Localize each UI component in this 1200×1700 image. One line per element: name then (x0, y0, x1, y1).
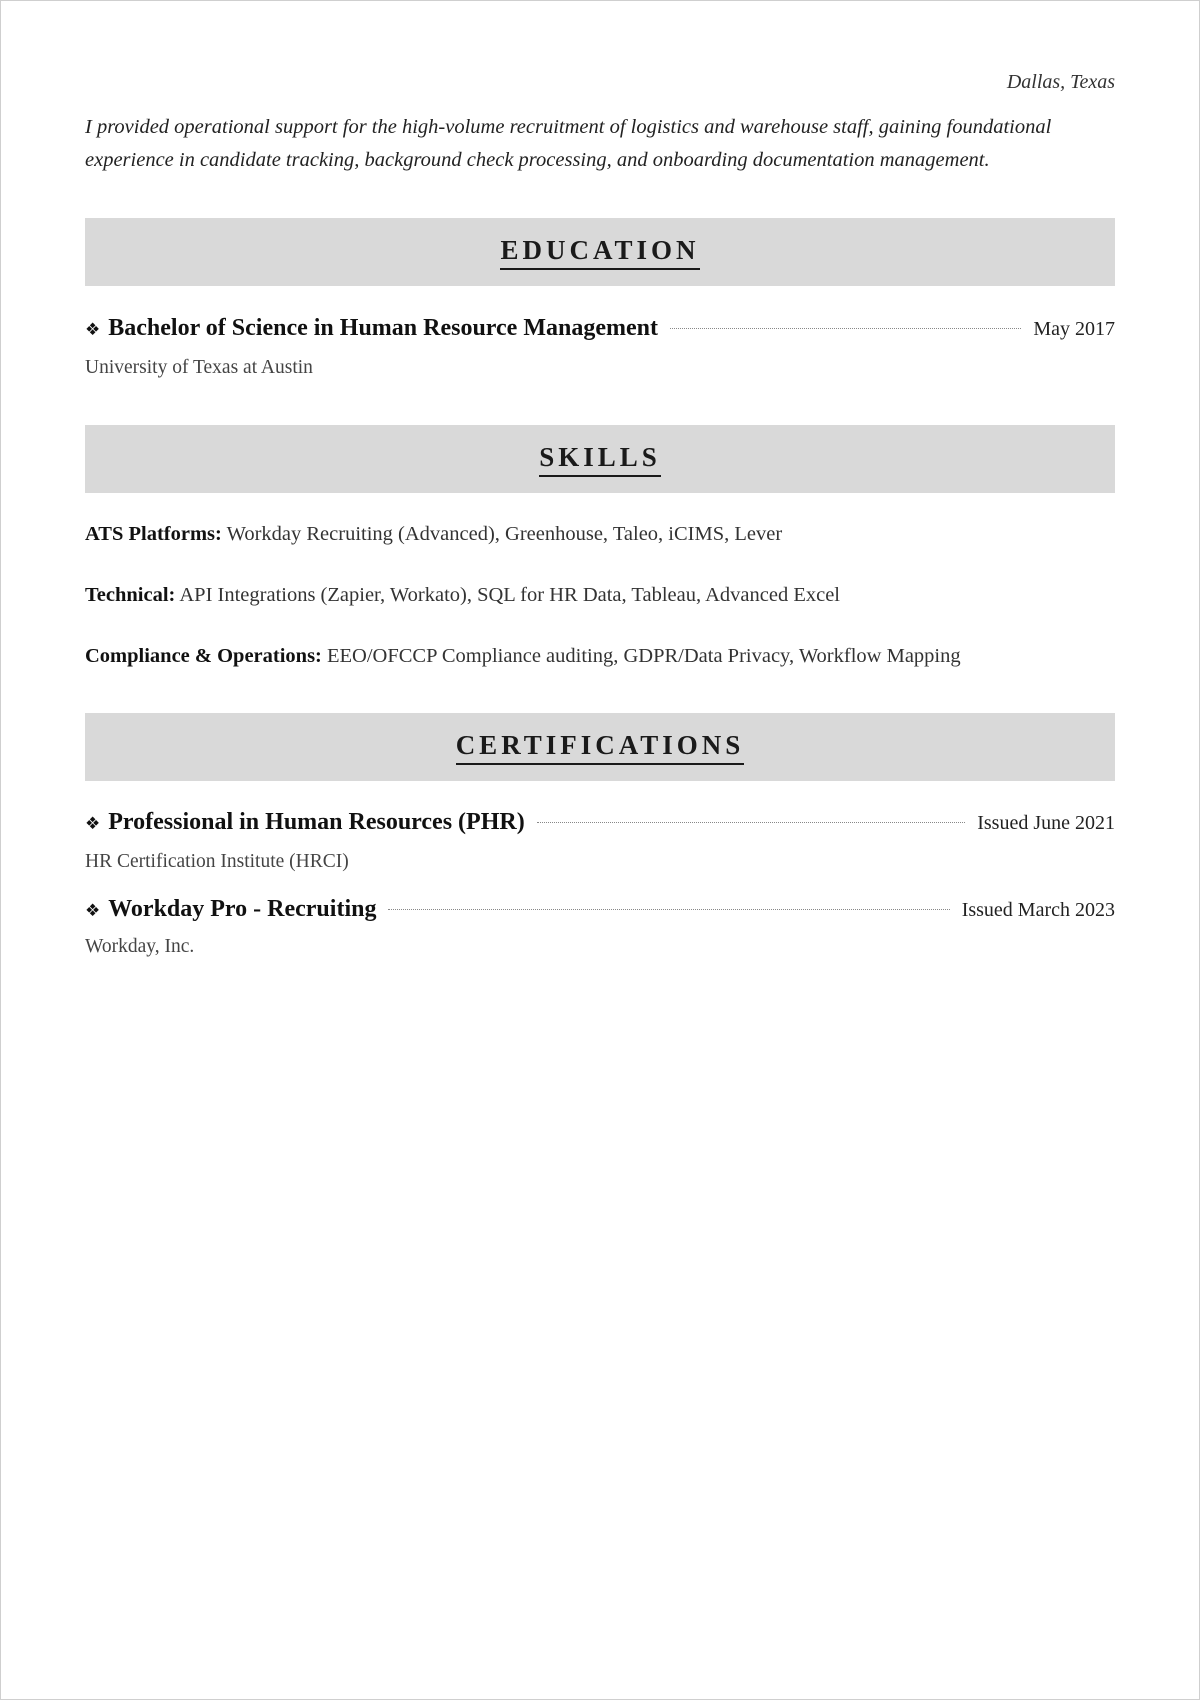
diamond-bullet-icon: ❖ (85, 320, 101, 339)
skill-value: EEO/OFCCP Compliance auditing, GDPR/Data Privacy, Workflow Mapping (327, 645, 961, 667)
certifications-section-header (85, 713, 1115, 781)
location: Dallas, Texas (1006, 71, 1115, 93)
degree-title: Bachelor of Science in Human Resource Management (108, 315, 658, 341)
summary-text: I provided operational support for the high-volume recruitment of logistics and warehouse staff, gaining foundational experience in candidate tracking, background check processing, and onboarding documentation management. (85, 116, 1052, 171)
skill-label: ATS Platforms: (85, 523, 222, 545)
skill-row-ats (85, 523, 1115, 546)
degree-date: May 2017 (1033, 318, 1115, 340)
skill-value: API Integrations (Zapier, Workato), SQL for HR Data, Tableau, Advanced Excel (179, 584, 840, 606)
certification-issuer: Workday, Inc. (85, 936, 195, 957)
education-section-header (85, 218, 1115, 286)
certification-date: Issued June 2021 (977, 812, 1115, 834)
dotted-leader (670, 328, 1021, 329)
certification-name: Professional in Human Resources (PHR) (108, 809, 525, 835)
certification-date: Issued March 2023 (961, 899, 1115, 921)
skill-row-compliance (85, 645, 1115, 668)
skill-label: Compliance & Operations: (85, 645, 322, 667)
certifications-heading: CERTIFICATIONS (456, 730, 745, 765)
certification-name: Workday Pro - Recruiting (108, 896, 377, 922)
skills-section-header (85, 425, 1115, 493)
skills-heading: SKILLS (539, 442, 661, 477)
education-heading: EDUCATION (500, 235, 699, 270)
dotted-leader (388, 909, 949, 910)
certification-entry (85, 896, 1115, 923)
skill-row-technical (85, 584, 1115, 607)
certification-issuer: HR Certification Institute (HRCI) (85, 851, 349, 872)
diamond-bullet-icon: ❖ (85, 901, 101, 920)
diamond-bullet-icon: ❖ (85, 814, 101, 833)
skill-value: Workday Recruiting (Advanced), Greenhouse, Taleo, iCIMS, Lever (226, 523, 783, 545)
education-entry (85, 315, 1115, 342)
school-name: University of Texas at Austin (85, 357, 313, 378)
skill-label: Technical: (85, 584, 176, 606)
dotted-leader (537, 822, 966, 823)
certification-entry (85, 809, 1115, 836)
